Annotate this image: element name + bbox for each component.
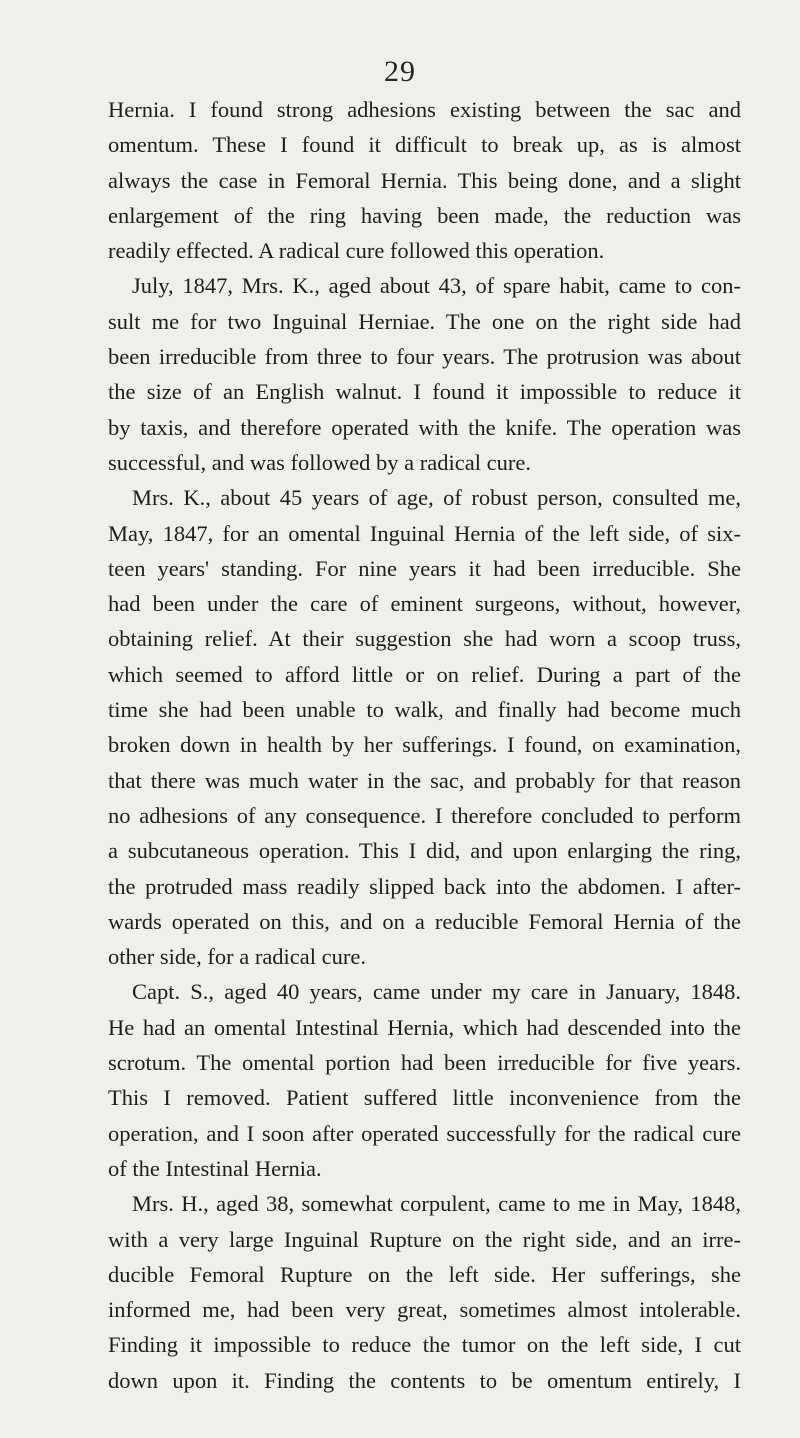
- text-line: broken down in health by her sufferings. I found, on examination,: [108, 732, 741, 758]
- text-line: omentum. These I found it difficult to break up, as is almost: [108, 132, 741, 158]
- text-line: with a very large Inguinal Rupture on the right side, and an irre-: [108, 1226, 741, 1252]
- text-line: other side, for a radical cure.: [108, 944, 366, 970]
- text-line: scrotum. The omental portion had been irreducible for five years.: [108, 1050, 741, 1076]
- text-line: by taxis, and therefore operated with the knife. The operation was: [108, 414, 741, 440]
- text-line: enlargement of the ring having been made, the reduction was: [108, 202, 741, 228]
- text-line: had been under the care of eminent surgeons, without, however,: [108, 591, 741, 617]
- text-line: Hernia. I found strong adhesions existing between the sac and: [108, 97, 741, 122]
- text-line: This I removed. Patient suffered little inconvenience from the: [108, 1085, 741, 1111]
- body-text: [108, 92, 741, 1398]
- text-line: time she had been unable to walk, and finally had become much: [108, 697, 741, 723]
- text-line: down upon it. Finding the contents to be omentum entirely, I: [108, 1367, 741, 1393]
- text-line: teen years' standing. For nine years it had been irreducible. She: [108, 555, 741, 581]
- text-line: informed me, had been very great, sometimes almost intolerable.: [108, 1297, 741, 1323]
- text-line: He had an omental Intestinal Hernia, which had descended into the: [108, 1014, 741, 1040]
- text-line: been irreducible from three to four years. The protrusion was about: [108, 344, 741, 370]
- text-line: ducible Femoral Rupture on the left side. Her sufferings, she: [108, 1261, 741, 1287]
- text-line: the protruded mass readily slipped back into the abdomen. I after-: [108, 873, 741, 899]
- text-line: Capt. S., aged 40 years, came under my care in January, 1848.: [132, 979, 741, 1005]
- text-line: a subcutaneous operation. This I did, and upon enlarging the ring,: [108, 838, 741, 864]
- text-line: always the case in Femoral Hernia. This being done, and a slight: [108, 167, 741, 193]
- text-line: no adhesions of any consequence. I therefore concluded to perform: [108, 802, 741, 828]
- text-line: Finding it impossible to reduce the tumor on the left side, I cut: [108, 1332, 741, 1358]
- text-line: operation, and I soon after operated successfully for the radical cure: [108, 1120, 741, 1146]
- text-line: May, 1847, for an omental Inguinal Hernia of the left side, of six-: [108, 520, 741, 546]
- page-number: 29: [384, 55, 416, 88]
- text-line: Mrs. K., about 45 years of age, of robust person, consulted me,: [132, 485, 741, 511]
- text-line: which seemed to afford little or on relief. During a part of the: [108, 661, 741, 687]
- text-line: the size of an English walnut. I found it impossible to reduce it: [108, 379, 741, 405]
- text-line: July, 1847, Mrs. K., aged about 43, of spare habit, came to con-: [132, 273, 741, 299]
- text-line: wards operated on this, and on a reducible Femoral Hernia of the: [108, 908, 741, 934]
- text-line: Mrs. H., aged 38, somewhat corpulent, came to me in May, 1848,: [132, 1191, 741, 1217]
- text-line: obtaining relief. At their suggestion she had worn a scoop truss,: [108, 626, 741, 652]
- text-line: readily effected. A radical cure followed this operation.: [108, 238, 605, 264]
- text-line: of the Intestinal Hernia.: [108, 1155, 322, 1181]
- text-line: successful, and was followed by a radical cure.: [108, 449, 531, 475]
- text-line: sult me for two Inguinal Herniae. The one on the right side had: [108, 308, 741, 334]
- text-line: that there was much water in the sac, and probably for that reason: [108, 767, 741, 793]
